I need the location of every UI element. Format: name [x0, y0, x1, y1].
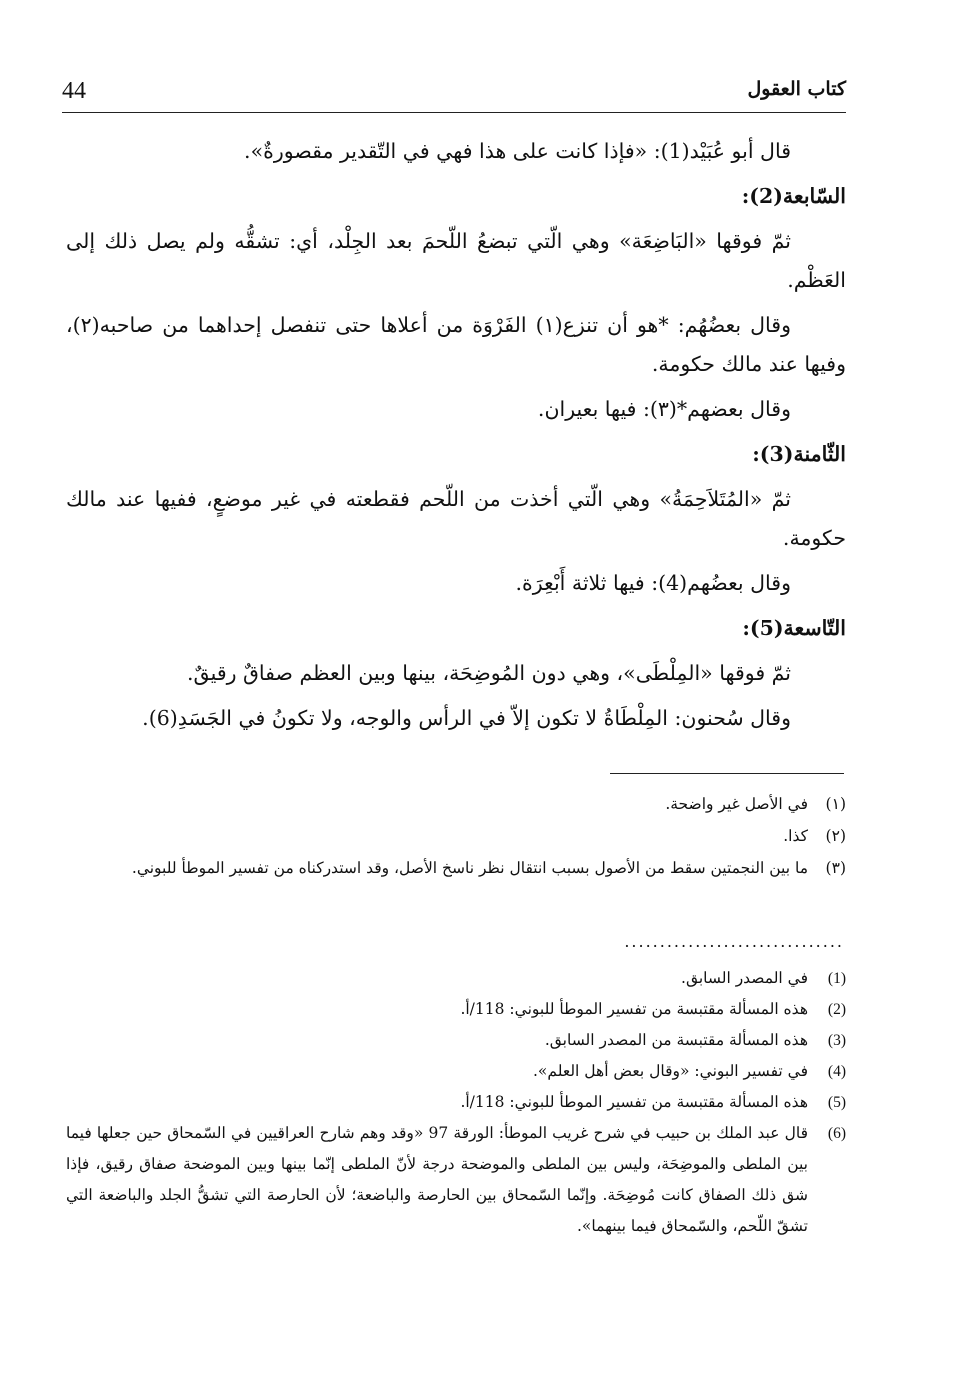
section-heading: السّابعة(2):	[741, 184, 846, 208]
paragraph: وقال بعضُهم(4): فيها ثلاثة أَبْعِرَة.	[515, 571, 791, 595]
paragraph: وقال بعضهم*(٣): فيها بعيران.	[537, 397, 791, 421]
footnote-text: ما بين النجمتين سقط من الأصول بسبب انتقال نظر ناسخ الأصل، وقد استدركناه من تفسير الموطأ للبوني.	[131, 859, 808, 877]
footnote-number: (5)	[827, 1094, 846, 1111]
footnote-number: (١)	[825, 795, 846, 813]
footnote-number: (3)	[827, 1032, 846, 1049]
footnote-text: كذا.	[783, 827, 808, 845]
footnote-text: هذه المسألة مقتبسة من تفسير الموطأ للبوني: 118/أ.	[460, 1000, 808, 1018]
footnote	[66, 788, 846, 820]
footnote	[66, 994, 846, 1025]
paragraph: وقال سُحنون: المِلْطَاةُ لا تكون إلاّ في الرأس والوجه، ولا تكونُ في الجَسَدِ(6).	[142, 706, 791, 730]
running-title: كتاب العقول	[747, 78, 846, 100]
footnote-number: (٣)	[825, 859, 846, 877]
main-text	[66, 132, 846, 744]
footnote-text: في تفسير البوني: «وقال بعض أهل العلم».	[533, 1062, 808, 1080]
footnote	[66, 1087, 846, 1118]
footnote-number: (1)	[827, 970, 846, 987]
paragraph: وقال بعضُهُم: *هو أن تنزع(١) الفَرْوَة من أعلاها حتى تنفصل إحداهما من صاحبه(٢)، وفيها عند مالك حكومة.	[66, 313, 846, 376]
page-header	[62, 76, 846, 113]
paragraph: ثمّ «المُتَلاَحِمَةُ» وهي الّتي أخذت من اللّحم فقطعته في غير موضعٍ، ففيها عند مالك حكومة.	[66, 487, 846, 550]
footnote	[66, 1056, 846, 1087]
footnote	[66, 852, 846, 884]
footnote-separator	[610, 773, 844, 774]
dotted-separator: ...............................	[624, 932, 844, 951]
footnote-text: في الأصل غير واضحة.	[665, 795, 808, 813]
section-heading: التّاسعة(5):	[742, 616, 846, 640]
paragraph: قال أبو عُبَيْد(1): «فإذا كانت على هذا فهي في التّقدير مقصورةٌ».	[244, 139, 791, 163]
footnote-text: في المصدر السابق.	[681, 969, 808, 987]
footnote-text: هذه المسألة مقتبسة من تفسير الموطأ للبوني: 118/أ.	[460, 1093, 808, 1111]
footnote-number: (4)	[827, 1063, 846, 1080]
editor-footnotes	[66, 788, 846, 884]
page-number: 44	[62, 78, 86, 104]
footnote-number: (2)	[827, 1001, 846, 1018]
source-footnotes	[66, 963, 846, 1242]
footnote	[66, 1118, 846, 1242]
paragraph: ثمّ فوقها «البَاضِعَة» وهي الّتي تبضعُ اللّحمَ بعد الجِلْد، أي: تشقُّه ولم يصل ذلك إلى العَظْم.	[66, 229, 846, 292]
footnote-number: (٢)	[825, 827, 846, 845]
footnote-text: قال عبد الملك بن حبيب في شرح غريب الموطأ: الورقة 97 «وقد وهم شارح العراقيين في السّمحاق حين جعلها فيما بين الملطى والموضِحَة، وليس بين الملطى والموضحة درجة لأنّ الملطى إنّما بينها وبين الموضحة صفاق رقيق، فإذا شق ذلك الصفاق كانت مُوضِحَة. وإنّما السّمحاق بين الحارصة والباضعة؛ لأن الحارصة التي تشقُّ الجلد والباضعة التي تشقّ اللّحم، والسّمحاق فيما بينهما».	[66, 1124, 809, 1235]
footnote-text: هذه المسألة مقتبسة من المصدر السابق.	[544, 1031, 808, 1049]
section-heading: الثّامنة(3):	[752, 442, 846, 466]
footnote-number: (6)	[827, 1125, 846, 1142]
footnote	[66, 820, 846, 852]
footnote	[66, 963, 846, 994]
paragraph: ثمّ فوقها «المِلْطَى»، وهي دون المُوضِحَة، بينها وبين العظم صفاقٌ رقيقٌ.	[187, 661, 791, 685]
footnote	[66, 1025, 846, 1056]
